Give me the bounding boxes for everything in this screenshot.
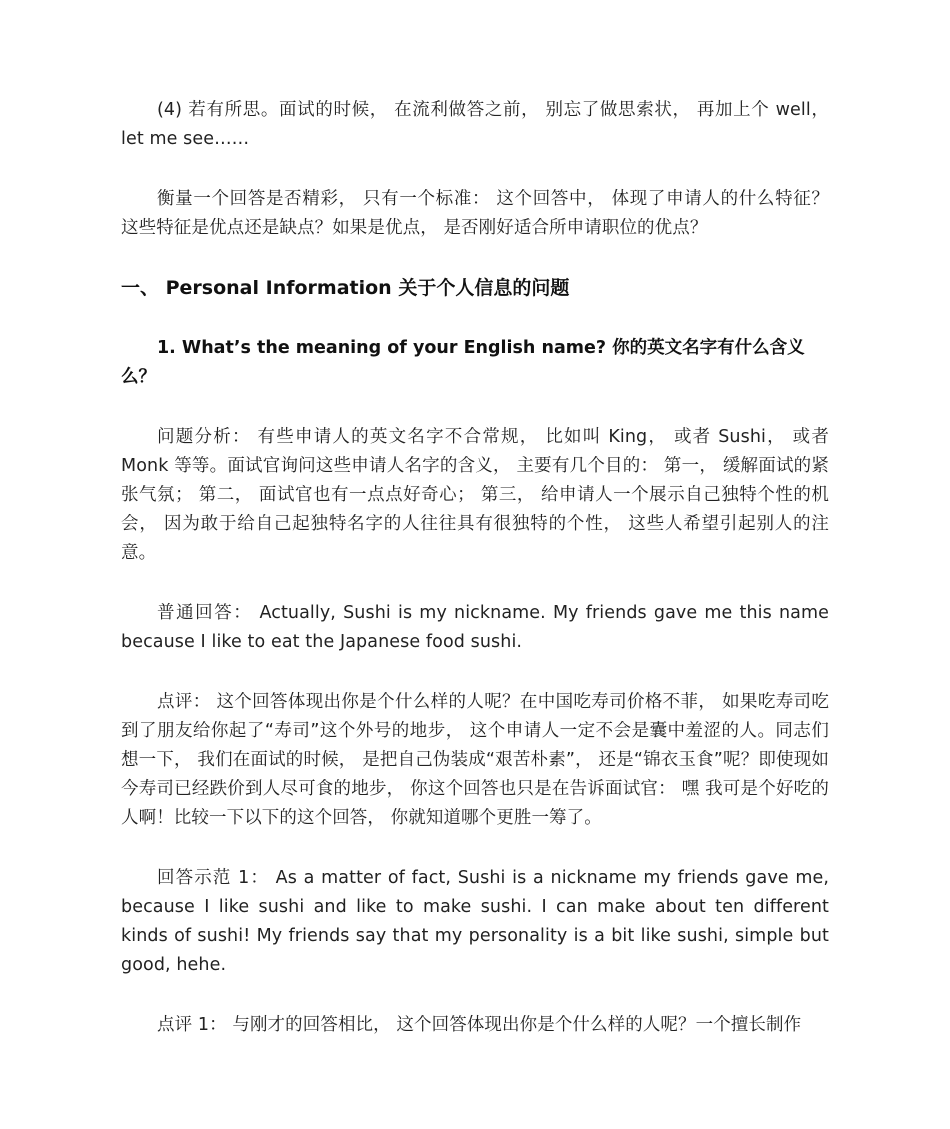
section-heading-personal-information: 一、 Personal Information 关于个人信息的问题 [121,277,570,299]
paragraph-ordinary-answer: 普通回答： Actually, Sushi is my nickname. My friends gave me this name because I like to eat the Japanese food sushi. [121,603,829,652]
paragraph-tip-4: (4) 若有所思。面试的时候， 在流利做答之前， 别忘了做思索状， 再加上个 well，let me see…… [121,100,829,149]
paragraph-question-analysis: 问题分析： 有些申请人的英文名字不合常规， 比如叫 King， 或者 Sushi， 或者 Monk 等等。面试官询问这些申请人名字的含义， 主要有几个目的： 第一， 缓解面试的紧张气氛； 第二， 面试官也有一点点好奇心； 第三， 给申请人一个展示自己独特个性的机会， 因为敢于给自己起独特名字的人往往具有很独特的个性， 这些人希望引起别人的注意。 [121,427,829,563]
paragraph-evaluation-standard: 衡量一个回答是否精彩， 只有一个标准： 这个回答中， 体现了申请人的什么特征？ 这些特征是优点还是缺点？如果是优点， 是否刚好适合所申请职位的优点？ [121,189,829,238]
paragraph-sample-answer-1: 回答示范 1： As a matter of fact, Sushi is a nickname my friends gave me, because I like sushi and like to make sushi. I can make about ten different kinds of sushi! My friends say that my personality is a bit like sushi, simple but good, hehe. [121,868,829,975]
paragraph-comment-1: 点评 1： 与刚才的回答相比， 这个回答体现出你是个什么样的人呢？一个擅长制作 [157,1015,802,1035]
document-page [121,96,829,1040]
question-heading-english-name: 1. What’s the meaning of your English name? 你的英文名字有什么含义么？ [121,338,805,387]
paragraph-comment: 点评： 这个回答体现出你是个什么样的人呢？在中国吃寿司价格不菲， 如果吃寿司吃到了朋友给你起了“寿司”这个外号的地步， 这个申请人一定不会是囊中羞涩的人。同志们想一下， 我们在面试的时候， 是把自己伪装成“艰苦朴素”， 还是“锦衣玉食”呢？即使现如今寿司已经跌价到人尽可食的地步， 你这个回答也只是在告诉面试官： 嘿 我可是个好吃的人啊！比较一下以下的这个回答， 你就知道哪个更胜一筹了。 [121,692,829,828]
